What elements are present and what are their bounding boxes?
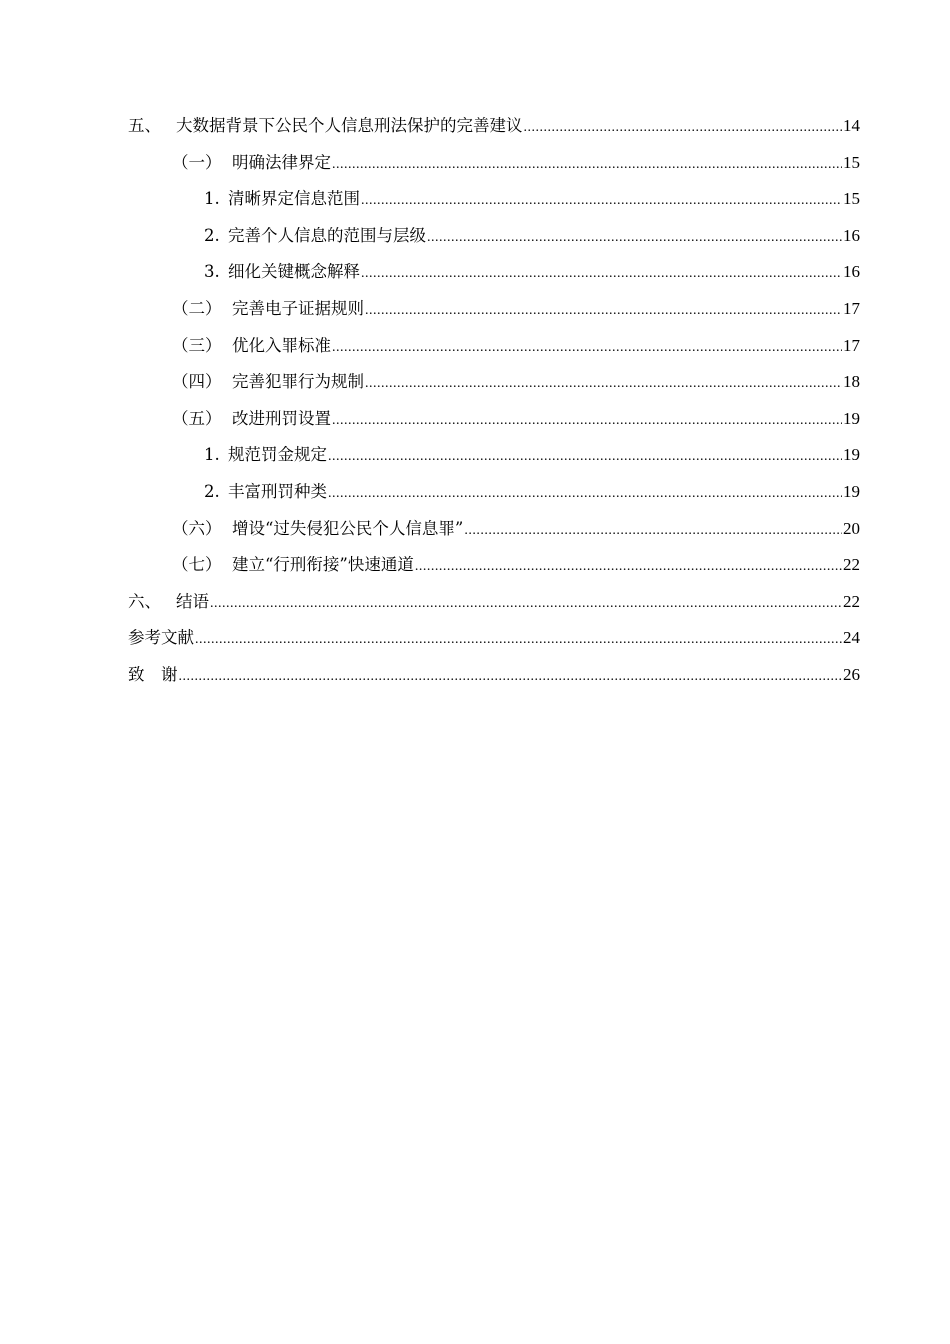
toc-entry-page: 19 bbox=[843, 481, 860, 501]
toc-entry-number: 六、 bbox=[128, 591, 161, 611]
dot-leader bbox=[332, 330, 842, 367]
dot-leader bbox=[332, 403, 842, 440]
toc-entry-number: 2. bbox=[204, 225, 220, 245]
toc-entry-title: 完善电子证据规则 bbox=[232, 298, 364, 318]
toc-entry[interactable] bbox=[128, 145, 860, 182]
toc-entry-number: （五） bbox=[172, 408, 222, 428]
toc-entry[interactable] bbox=[128, 620, 860, 657]
toc-entry-title: 完善犯罪行为规制 bbox=[232, 372, 364, 392]
dot-leader bbox=[365, 366, 842, 403]
dot-leader bbox=[179, 659, 843, 696]
toc-entry[interactable] bbox=[128, 218, 860, 255]
toc-entry-title: 参考文献 bbox=[128, 628, 194, 648]
toc-entry-number: 1. bbox=[204, 189, 220, 209]
toc-entry-page: 24 bbox=[843, 628, 860, 648]
dot-leader bbox=[524, 110, 843, 147]
toc-entry-number: （三） bbox=[172, 335, 222, 355]
toc-entry[interactable] bbox=[128, 511, 860, 548]
toc-entry[interactable] bbox=[128, 181, 860, 218]
toc-entry-title: 细化关键概念解释 bbox=[228, 262, 360, 282]
toc-entry-page: 26 bbox=[843, 664, 860, 684]
dot-leader bbox=[361, 256, 842, 293]
toc-entry-number: （二） bbox=[172, 298, 222, 318]
toc-entry-title: 清晰界定信息范围 bbox=[228, 189, 360, 209]
dot-leader bbox=[415, 549, 842, 586]
toc-entry-page: 17 bbox=[843, 298, 860, 318]
toc-entry-number: 五、 bbox=[128, 116, 161, 135]
dot-leader bbox=[328, 439, 842, 476]
toc-entry-number: （一） bbox=[172, 152, 222, 172]
toc-entry-title: 丰富刑罚种类 bbox=[228, 481, 327, 501]
toc-entry-page: 17 bbox=[843, 335, 860, 355]
dot-leader bbox=[332, 147, 842, 184]
toc-entry-title: 结语 bbox=[176, 591, 209, 611]
toc-entry[interactable] bbox=[128, 657, 860, 694]
toc-entry[interactable] bbox=[128, 291, 860, 328]
toc-entry-page: 15 bbox=[843, 189, 860, 209]
toc-entry-page: 16 bbox=[843, 225, 860, 245]
toc-entry-page: 16 bbox=[843, 262, 860, 282]
toc-entry-page: 14 bbox=[843, 116, 860, 135]
dot-leader bbox=[328, 476, 842, 513]
dot-leader bbox=[361, 183, 842, 220]
toc-entry-number: 1. bbox=[204, 445, 220, 465]
toc-entry-number: （四） bbox=[172, 372, 222, 392]
toc-entry-page: 18 bbox=[843, 372, 860, 392]
toc-entry-title: 大数据背景下公民个人信息刑法保护的完善建议 bbox=[176, 116, 523, 135]
toc-entry-page: 19 bbox=[843, 445, 860, 465]
toc-entry-page: 15 bbox=[843, 152, 860, 172]
dot-leader bbox=[464, 513, 842, 550]
toc-entry[interactable] bbox=[128, 108, 860, 145]
dot-leader bbox=[365, 293, 842, 330]
toc-entry-title: 明确法律界定 bbox=[232, 152, 331, 172]
toc-entry-title: 完善个人信息的范围与层级 bbox=[228, 225, 426, 245]
toc-entry-number: （七） bbox=[172, 555, 222, 575]
toc-entry-number: 3. bbox=[204, 262, 220, 282]
toc-entry-page: 20 bbox=[843, 518, 860, 538]
toc-entry-title: 改进刑罚设置 bbox=[232, 408, 331, 428]
toc-entry-title: 增设“过失侵犯公民个人信息罪” bbox=[232, 518, 464, 538]
toc-entry-page: 19 bbox=[843, 408, 860, 428]
toc-entry-title: 致 谢 bbox=[128, 664, 178, 684]
toc-entry-number: 2. bbox=[204, 481, 220, 501]
table-of-contents bbox=[128, 108, 860, 694]
dot-leader bbox=[427, 220, 842, 257]
toc-entry[interactable] bbox=[128, 328, 860, 365]
toc-entry[interactable] bbox=[128, 584, 860, 621]
toc-entry[interactable] bbox=[128, 401, 860, 438]
toc-entry[interactable] bbox=[128, 254, 860, 291]
toc-entry[interactable] bbox=[128, 547, 860, 584]
toc-entry-number: （六） bbox=[172, 518, 222, 538]
toc-entry-title: 规范罚金规定 bbox=[228, 445, 327, 465]
toc-entry[interactable] bbox=[128, 437, 860, 474]
toc-entry-page: 22 bbox=[843, 555, 860, 575]
toc-entry[interactable] bbox=[128, 474, 860, 511]
toc-entry-title: 优化入罪标准 bbox=[232, 335, 331, 355]
toc-entry-page: 22 bbox=[843, 591, 860, 611]
dot-leader bbox=[195, 622, 842, 659]
toc-entry[interactable] bbox=[128, 364, 860, 401]
dot-leader bbox=[210, 586, 842, 623]
toc-entry-title: 建立“行刑衔接”快速通道 bbox=[232, 555, 414, 575]
